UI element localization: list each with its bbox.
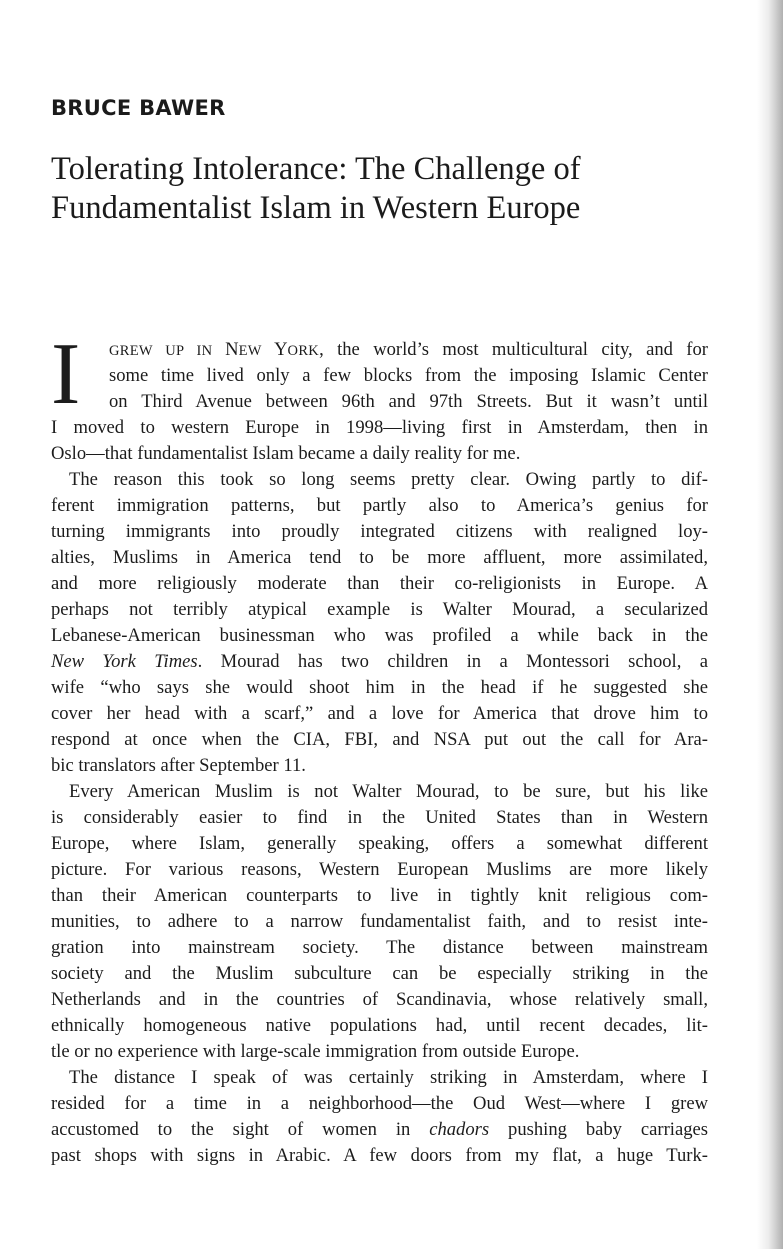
text-line: resided for a time in a neighborhood—the Oud West—where I grew: [51, 1093, 708, 1114]
text-line: The reason this took so long seems pretty clear. Owing partly to dif-: [69, 469, 708, 490]
text-line: alties, Muslims in America tend to be more affluent, more assimilated,: [51, 547, 708, 568]
text-line: Europe, where Islam, generally speaking, offers a somewhat different: [51, 833, 708, 854]
opening-line: GREW UP IN NEW YORK, the world’s most multicultural city, and for: [109, 339, 708, 360]
author-name: BRUCE BAWER: [51, 96, 226, 120]
text-line: some time lived only a few blocks from the imposing Islamic Center: [109, 365, 708, 386]
paragraph-2: [51, 467, 708, 779]
text-line: respond at once when the CIA, FBI, and NSA put out the call for Ara-: [51, 729, 708, 750]
text-line: tle or no experience with large-scale immigration from outside Europe.: [51, 1041, 580, 1062]
text-line: cover her head with a scarf,” and a love for America that drove him to: [51, 703, 708, 724]
text-line: wife “who says she would shoot him in the head if he suggested she: [51, 677, 708, 698]
text-line: Lebanese-American businessman who was profiled a while back in the: [51, 625, 708, 646]
chapter-title-line-1: Tolerating Intolerance: The Challenge of: [51, 151, 581, 187]
text-line: Netherlands and in the countries of Scandinavia, whose relatively small,: [51, 989, 708, 1010]
chapter-title: [51, 150, 731, 228]
page-gutter-shadow: [757, 0, 783, 1249]
text-line: Every American Muslim is not Walter Mourad, to be sure, but his like: [69, 781, 708, 802]
text-line: ferent immigration patterns, but partly also to America’s genius for: [51, 495, 708, 516]
article-body: [51, 326, 708, 1169]
text-line: and more religiously moderate than their co-religionists in Europe. A: [51, 573, 708, 594]
text-line: I moved to western Europe in 1998—living first in Amsterdam, then in: [51, 417, 708, 438]
text-line: gration into mainstream society. The distance between mainstream: [51, 937, 708, 958]
text-line: society and the Muslim subculture can be especially striking in the: [51, 963, 708, 984]
paragraph-3: [51, 779, 708, 1065]
paragraph-1: [51, 326, 708, 467]
paragraph-4: [51, 1065, 708, 1169]
text-line: New York Times. Mourad has two children in a Montessori school, a: [51, 651, 708, 672]
text-line: picture. For various reasons, Western European Muslims are more likely: [51, 859, 708, 880]
text-line: munities, to adhere to a narrow fundamentalist faith, and to resist inte-: [51, 911, 708, 932]
text-line: perhaps not terribly atypical example is Walter Mourad, a secularized: [51, 599, 708, 620]
italic-term: chadors: [429, 1119, 490, 1140]
text-line: ethnically homogeneous native populations had, until recent decades, lit-: [51, 1015, 708, 1036]
text-line: Oslo—that fundamentalist Islam became a daily reality for me.: [51, 443, 521, 464]
text-line: accustomed to the sight of women in chadors pushing baby carriages: [51, 1119, 708, 1140]
text-line: than their American counterparts to live in tightly knit religious com-: [51, 885, 708, 906]
chapter-title-line-2: Fundamentalist Islam in Western Europe: [51, 190, 581, 226]
text-line: bic translators after September 11.: [51, 755, 306, 776]
text-line: is considerably easier to find in the United States than in Western: [51, 807, 708, 828]
text-line: past shops with signs in Arabic. A few doors from my flat, a huge Turk-: [51, 1145, 708, 1166]
text-line: on Third Avenue between 96th and 97th Streets. But it wasn’t until: [109, 391, 708, 412]
publication-title: New York Times: [51, 651, 198, 672]
text-line: turning immigrants into proudly integrated citizens with realigned loy-: [51, 521, 708, 542]
text-line: The distance I speak of was certainly striking in Amsterdam, where I: [69, 1067, 708, 1088]
drop-cap: I: [51, 326, 81, 423]
